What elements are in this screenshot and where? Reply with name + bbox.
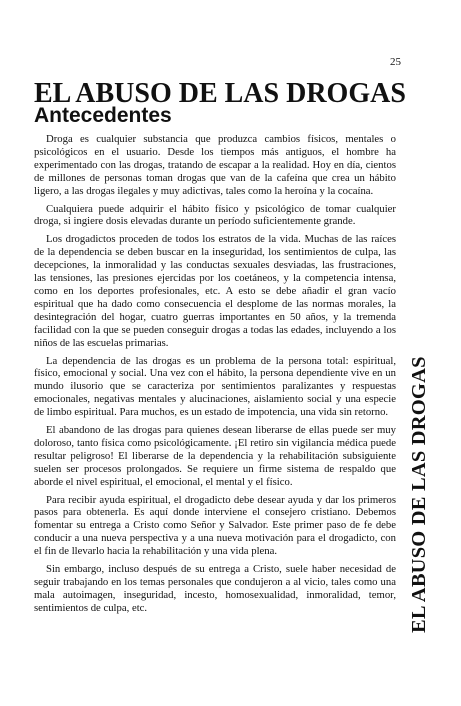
paragraph-4: La dependencia de las drogas es un problema de la persona total: espiritual, físico, emocional y social. Una vez con el hábito, la persona dependiente vive en un mundo ilusorio que se caracteriza por sentimientos paralizantes y respuestas emocionales, negativas mentales y alucinaciones, aislamiento social y una especie de limbo espiritual. Para muchos, es un estado de impotencia, una vida sin retorno. (34, 354, 396, 419)
paragraph-5: El abandono de las drogas para quienes desean liberarse de ellas puede ser muy doloroso, tanto física como psicológicamente. ¡El retiro sin vigilancia médica puede resultar peligroso! El liberarse de la dependencia y la rehabilitación subsiguiente suelen ser procesos prolongados. Se requiere un firme sistema de respaldo que aborde el nivel espiritual, el emocional, el mental y el físico. (34, 424, 396, 488)
running-side-title: EL ABUSO DE LAS DROGAS (408, 356, 430, 633)
paragraph-6: Para recibir ayuda espiritual, el drogadicto debe desear ayuda y dar los primeros pasos para obtenerla. Es aquí donde interviene el consejero cristiano. Debemos fomentar su entrega a Cristo como Señor y Salvador. Este primer paso de fe debe conducir a una nueva perspectiva y a una nueva motivación para el drogadicto, con el fin de llevarlo hacia la rehabilitación y una vida plena. (34, 493, 396, 558)
page-number: 25 (390, 56, 401, 68)
paragraph-3: Los drogadictos proceden de todos los estratos de la vida. Muchas de las raíces de la dependencia se deben buscar en la inseguridad, los sentimientos de culpa, las decepciones, la inmoralidad y las conductas sexuales desviadas, las frustraciones, las tensiones, las presiones ejercidas por los coetáneos, y la competencia intensa, como en los deportes profesionales, etc. A esto se debe añadir el gran vacío espiritual que ha dado como consecuencia el desplome de las normas morales, la desintegración del hogar, cuatro guerras importantes en 50 años, y la tremenda facilidad con la que se pueden conseguir drogas a todas las edades, incluyendo a los niños de las escuelas primarias. (34, 233, 396, 349)
paragraph-7: Sin embargo, incluso después de su entrega a Cristo, suele haber necesidad de seguir trabajando en los temas personales que condujeron a al vicio, tales como una mala autoimagen, inseguridad, incesto, homosexualidad, inmoralidad, temor, sentimientos de culpa, etc. (34, 563, 396, 614)
chapter-title: EL ABUSO DE LAS DROGAS (34, 78, 406, 109)
body-text (34, 133, 396, 620)
paragraph-2: Cualquiera puede adquirir el hábito físico y psicológico de tomar cualquier droga, si ingiere dosis elevadas durante un período suficientemente grande. (34, 202, 396, 228)
section-heading: Antecedentes (34, 104, 172, 127)
paragraph-1: Droga es cualquier substancia que produzca cambios físicos, mentales o psicológicos en el usuario. Desde los tiempos más antiguos, el hombre ha experimentado con las drogas, tratando de escapar a la realidad. Hoy en día, cientos de millones de personas toman drogas que van de la cafeína que crea un hábito ligero, a las drogas ilegales y muy adictivas, tales como la heroína y la cocaína. (34, 133, 396, 197)
